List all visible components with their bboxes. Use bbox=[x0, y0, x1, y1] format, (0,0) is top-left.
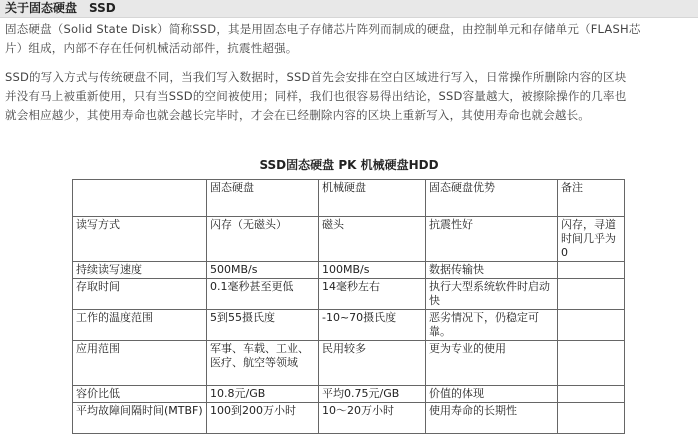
header-cell bbox=[73, 180, 207, 217]
table-cell: 数据传输快 bbox=[426, 262, 558, 279]
table-cell: 军事、车载、工业、医疗、航空等领域 bbox=[207, 341, 319, 386]
table-cell: 应用范围 bbox=[73, 341, 207, 386]
article-title: 关于固态硬盘 SSD bbox=[5, 1, 116, 15]
table-caption: SSD固态硬盘 PK 机械硬盘HDD bbox=[259, 158, 439, 172]
paragraph-line: 固态硬盘（Solid State Disk）简称SSD，其是用固态电子存储芯片阵列而制成的硬盘，由控制单元和存储单元（FLASH芯 bbox=[5, 22, 641, 36]
table-cell: 10.8元/GB bbox=[207, 386, 319, 403]
comparison-table bbox=[72, 179, 625, 434]
table-cell: 更为专业的使用 bbox=[426, 341, 558, 386]
table-cell: 存取时间 bbox=[73, 279, 207, 310]
table-row bbox=[73, 310, 625, 341]
table-cell: 容价比低 bbox=[73, 386, 207, 403]
table-cell bbox=[558, 262, 625, 279]
table-cell: 平均故障间隔时间(MTBF) bbox=[73, 403, 207, 434]
header-cell: 机械硬盘 bbox=[319, 180, 426, 217]
paragraph-write-method bbox=[5, 68, 695, 125]
table-cell: 抗震性好 bbox=[426, 217, 558, 262]
header-cell: 备注 bbox=[558, 180, 625, 217]
table-cell bbox=[558, 341, 625, 386]
table-cell: 工作的温度范围 bbox=[73, 310, 207, 341]
table-header-row bbox=[73, 180, 625, 217]
table-cell: 0.1毫秒甚至更低 bbox=[207, 279, 319, 310]
table-cell: 执行大型系统软件时启动快 bbox=[426, 279, 558, 310]
table-cell: 价值的体现 bbox=[426, 386, 558, 403]
table-row bbox=[73, 217, 625, 262]
table-cell: 闪存，寻道时间几乎为0 bbox=[558, 217, 625, 262]
paragraph-intro bbox=[5, 20, 695, 58]
table-cell: 磁头 bbox=[319, 217, 426, 262]
title-bar bbox=[0, 0, 698, 18]
table-cell: 14毫秒左右 bbox=[319, 279, 426, 310]
paragraph-line: 并没有马上被重新使用，只有当SSD的空间被使用；同样，我们也很容易得出结论，SSD容量越大，被擦除操作的几率也 bbox=[5, 89, 627, 103]
header-cell: 固态硬盘优势 bbox=[426, 180, 558, 217]
table-cell: 民用较多 bbox=[319, 341, 426, 386]
header-cell: 固态硬盘 bbox=[207, 180, 319, 217]
paragraph-line: SSD的写入方式与传统硬盘不同，当我们写入数据时，SSD首先会安排在空白区域进行写入，日常操作所删除内容的区块 bbox=[5, 70, 627, 84]
table-cell bbox=[558, 386, 625, 403]
table-cell: 5到55摄氏度 bbox=[207, 310, 319, 341]
paragraph-line: 就会相应越少，其使用寿命也就会越长完毕时，才会在已经删除内容的区块上重新写入，其使用寿命也就会越长。 bbox=[5, 108, 590, 122]
table-cell bbox=[558, 403, 625, 434]
table-cell: 读写方式 bbox=[73, 217, 207, 262]
table-cell: 使用寿命的长期性 bbox=[426, 403, 558, 434]
table-cell: 恶劣情况下，仍稳定可靠。 bbox=[426, 310, 558, 341]
table-cell: 平均0.75元/GB bbox=[319, 386, 426, 403]
table-row bbox=[73, 262, 625, 279]
table-cell: -10~70摄氏度 bbox=[319, 310, 426, 341]
table-cell: 100到200万小时 bbox=[207, 403, 319, 434]
table-cell bbox=[558, 310, 625, 341]
table-cell: 500MB/s bbox=[207, 262, 319, 279]
table-cell: 闪存（无磁头） bbox=[207, 217, 319, 262]
table-row bbox=[73, 279, 625, 310]
paragraph-line: 片）组成，内部不存在任何机械活动部件，抗震性超强。 bbox=[5, 41, 298, 55]
table-row bbox=[73, 341, 625, 386]
table-cell bbox=[558, 279, 625, 310]
table-row bbox=[73, 386, 625, 403]
table-cell: 100MB/s bbox=[319, 262, 426, 279]
table-cell: 持续读写速度 bbox=[73, 262, 207, 279]
table-row bbox=[73, 403, 625, 434]
table-cell: 10～20万小时 bbox=[319, 403, 426, 434]
